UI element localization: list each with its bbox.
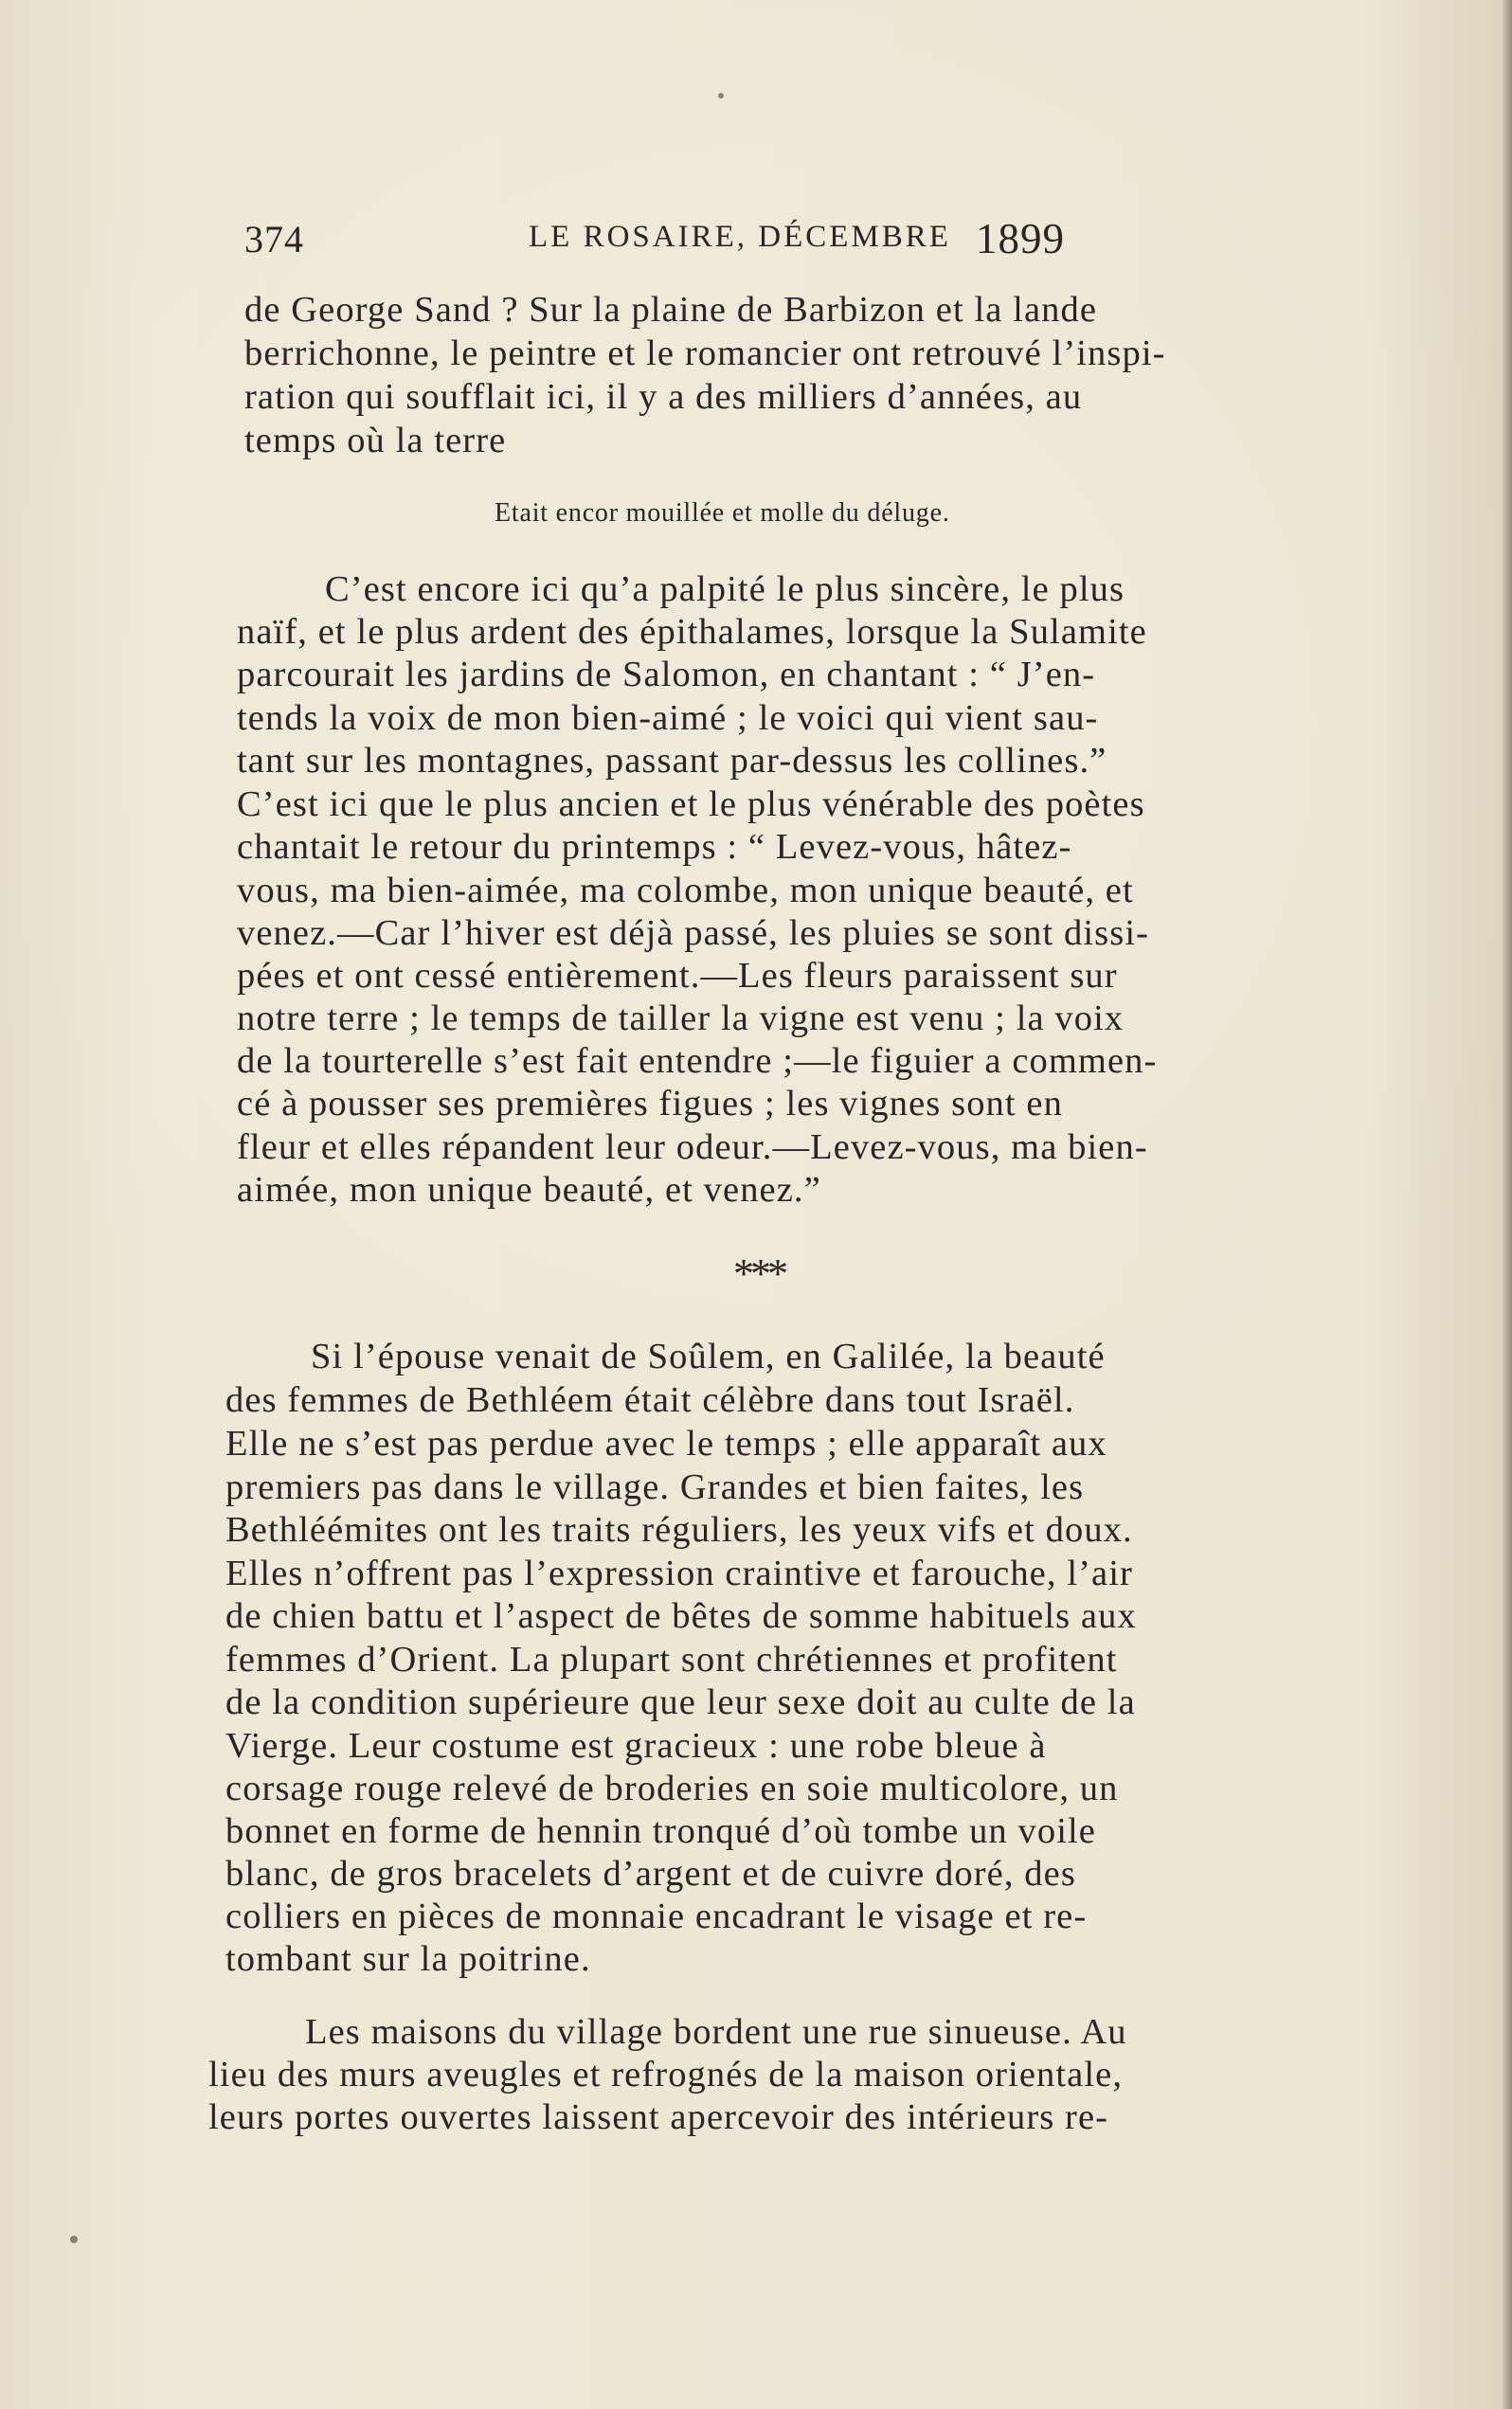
text-line: C’est ici que le plus ancien et le plus vénérable des poètes [237, 784, 1145, 824]
text-line: C’est encore ici qu’a palpité le plus sincère, le plus [325, 569, 1125, 609]
text-line: venez.—Car l’hiver est déjà passé, les pluies se sont dissi- [237, 913, 1150, 953]
text-line: Si l’épouse venait de Soûlem, en Galilée, la beauté [311, 1337, 1106, 1376]
text-line: de la condition supérieure que leur sexe doit au culte de la [225, 1682, 1136, 1722]
page-header [244, 213, 1144, 270]
text-line: colliers en pièces de monnaie encadrant le visage et re- [225, 1897, 1088, 1936]
text-line: premiers pas dans le village. Grandes et bien faites, les [225, 1467, 1085, 1507]
quotation-line: Etait encor mouillée et molle du déluge. [495, 498, 950, 528]
text-line: de chien battu et l’aspect de bêtes de somme habituels aux [225, 1596, 1137, 1636]
text-line: Bethléémites ont les traits réguliers, les yeux vifs et doux. [225, 1510, 1133, 1550]
text-line: tends la voix de mon bien-aimé ; le voici qui vient sau- [237, 698, 1099, 738]
text-line: cé à pousser ses premières figues ; les vignes sont en [237, 1084, 1063, 1124]
text-line: tant sur les montagnes, passant par-dessus les collines.” [237, 741, 1107, 781]
text-line: aimée, mon unique beauté, et venez.” [237, 1170, 821, 1210]
running-head: LE ROSAIRE, DÉCEMBRE [529, 220, 951, 254]
text-line: lieu des murs aveugles et refrognés de la maison orientale, [208, 2055, 1124, 2094]
text-line: femmes d’Orient. La plupart sont chrétiennes et profitent [225, 1640, 1118, 1680]
text-line: pées et ont cessé entièrement.—Les fleurs paraissent sur [237, 956, 1118, 996]
text-line: temps où la terre [244, 421, 507, 460]
text-line: bonnet en forme de hennin tronqué d’où tombe un voile [225, 1811, 1096, 1851]
text-line: de George Sand ? Sur la plaine de Barbizon et la lande [244, 290, 1098, 330]
text-line: des femmes de Bethléem était célèbre dans tout Israël. [225, 1380, 1075, 1420]
ink-speck [718, 93, 724, 99]
text-line: berrichonne, le peintre et le romancier ont retrouvé l’inspi- [244, 333, 1166, 373]
ink-speck [70, 2236, 78, 2243]
text-line: leurs portes ouvertes laissent apercevoir des intérieurs re- [208, 2097, 1109, 2137]
text-line: fleur et elles répandent leur odeur.—Levez-vous, ma bien- [237, 1127, 1148, 1167]
text-line: vous, ma bien-aimée, ma colombe, mon unique beauté, et [237, 871, 1134, 910]
text-line: Vierge. Leur costume est gracieux : une robe bleue à [225, 1726, 1047, 1766]
text-line: blanc, de gros bracelets d’argent et de cuivre doré, des [225, 1854, 1076, 1894]
text-line: notre terre ; le temps de tailler la vigne est venu ; la voix [237, 998, 1125, 1038]
text-line: Les maisons du village bordent une rue sinueuse. Au [305, 2012, 1127, 2052]
section-separator: *** [733, 1250, 784, 1297]
text-line: ration qui soufflait ici, il y a des milliers d’années, au [244, 377, 1083, 417]
text-line: Elle ne s’est pas perdue avec le temps ; elle apparaît aux [225, 1424, 1107, 1464]
text-line: chantait le retour du printemps : “ Levez-vous, hâtez- [237, 827, 1072, 867]
text-line: de la tourterelle s’est fait entendre ;—le figuier a commen- [237, 1041, 1158, 1081]
text-line: corsage rouge relevé de broderies en soie multicolore, un [225, 1769, 1119, 1808]
text-line: parcourait les jardins de Salomon, en chantant : “ J’en- [237, 655, 1096, 694]
text-line: tombant sur la poitrine. [225, 1939, 591, 1979]
page-number: 374 [244, 218, 304, 261]
text-line: naïf, et le plus ardent des épithalames, lorsque la Sulamite [237, 612, 1147, 652]
text-line: Elles n’offrent pas l’expression craintive et farouche, l’air [225, 1554, 1133, 1593]
page-edge-shadow [1503, 0, 1512, 2409]
running-year: 1899 [976, 215, 1065, 262]
